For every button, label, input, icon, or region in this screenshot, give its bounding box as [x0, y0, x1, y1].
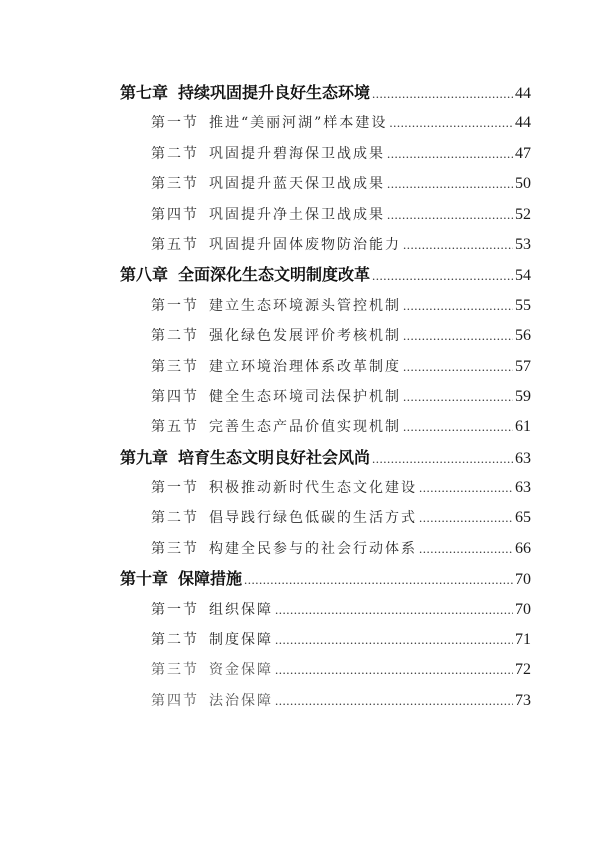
entry-page-number: 71	[515, 631, 531, 649]
entry-number: 第一节	[151, 115, 199, 132]
dot-leader	[403, 291, 513, 321]
entry-page-number: 66	[515, 539, 531, 557]
dot-leader	[403, 321, 513, 351]
entry-number: 第二节	[151, 632, 199, 649]
entry-number: 第一节	[151, 480, 199, 497]
dot-leader	[275, 595, 513, 625]
entry-page-number: 59	[515, 387, 531, 405]
entry-title: 保障措施	[178, 569, 243, 589]
entry-title: 推进“美丽河湖”样本建设	[209, 115, 388, 132]
entry-number: 第八章	[120, 265, 169, 285]
entry-title: 巩固提升蓝天保卫战成果	[209, 176, 385, 193]
table-of-contents	[120, 78, 531, 716]
entry-number: 第九章	[120, 447, 169, 467]
toc-section-entry[interactable]	[120, 382, 531, 412]
toc-section-entry[interactable]	[120, 625, 531, 655]
dot-leader	[372, 79, 513, 109]
dot-leader	[403, 230, 513, 260]
dot-leader	[403, 382, 513, 412]
entry-page-number: 57	[515, 357, 531, 375]
entry-number: 第三节	[151, 540, 199, 557]
dot-leader	[387, 200, 513, 230]
dot-leader	[403, 352, 513, 382]
entry-title: 组织保障	[209, 601, 273, 618]
toc-section-entry[interactable]	[120, 321, 531, 351]
entry-title: 完善生态产品价值实现机制	[209, 419, 401, 436]
entry-page-number: 72	[515, 661, 531, 679]
entry-number: 第一节	[151, 601, 199, 618]
entry-title: 巩固提升碧海保卫战成果	[209, 145, 385, 162]
entry-title: 法治保障	[209, 692, 273, 709]
entry-page-number: 44	[515, 85, 531, 102]
entry-title: 积极推动新时代生态文化建设	[209, 480, 417, 497]
toc-chapter-entry[interactable]	[120, 443, 531, 473]
entry-page-number: 65	[515, 509, 531, 527]
dot-leader	[275, 625, 513, 655]
entry-number: 第三节	[151, 662, 199, 679]
entry-title: 建立环境治理体系改革制度	[209, 358, 401, 375]
entry-title: 健全生态环境司法保护机制	[209, 388, 401, 405]
dot-leader	[389, 108, 513, 138]
entry-title: 持续巩固提升良好生态环境	[178, 83, 371, 102]
dot-leader	[419, 473, 513, 503]
entry-number: 第五节	[151, 236, 199, 253]
toc-section-entry[interactable]	[120, 139, 531, 169]
entry-page-number: 50	[515, 175, 531, 193]
toc-section-entry[interactable]	[120, 595, 531, 625]
entry-page-number: 70	[515, 600, 531, 618]
entry-page-number: 53	[515, 235, 531, 253]
entry-number: 第二节	[151, 145, 199, 162]
dot-leader	[275, 655, 513, 685]
dot-leader	[403, 412, 513, 442]
entry-page-number: 47	[515, 144, 531, 162]
entry-number: 第四节	[151, 388, 199, 405]
toc-chapter-entry[interactable]	[120, 78, 531, 108]
toc-section-entry[interactable]	[120, 686, 531, 716]
toc-section-entry[interactable]	[120, 473, 531, 503]
entry-number: 第二节	[151, 510, 199, 527]
toc-section-entry[interactable]	[120, 169, 531, 199]
toc-section-entry[interactable]	[120, 352, 531, 382]
toc-chapter-entry[interactable]	[120, 564, 531, 594]
toc-section-entry[interactable]	[120, 291, 531, 321]
dot-leader	[387, 139, 513, 169]
entry-page-number: 61	[515, 418, 531, 436]
entry-title: 强化绿色发展评价考核机制	[209, 328, 401, 345]
dot-leader	[244, 565, 513, 595]
toc-chapter-entry[interactable]	[120, 260, 531, 290]
entry-title: 巩固提升固体废物防治能力	[209, 236, 401, 253]
dot-leader	[387, 169, 513, 199]
entry-page-number: 52	[515, 205, 531, 223]
toc-section-entry[interactable]	[120, 230, 531, 260]
entry-number: 第五节	[151, 419, 199, 436]
entry-title: 构建全民参与的社会行动体系	[209, 540, 417, 557]
toc-section-entry[interactable]	[120, 200, 531, 230]
entry-number: 第四节	[151, 692, 199, 709]
entry-page-number: 73	[515, 691, 531, 709]
entry-page-number: 63	[515, 479, 531, 497]
entry-page-number: 44	[515, 114, 531, 132]
entry-page-number: 54	[515, 267, 531, 285]
entry-number: 第七章	[120, 83, 169, 102]
dot-leader	[372, 261, 513, 291]
entry-title: 制度保障	[209, 632, 273, 649]
toc-section-entry[interactable]	[120, 534, 531, 564]
toc-section-entry[interactable]	[120, 503, 531, 533]
entry-title: 巩固提升净土保卫战成果	[209, 206, 385, 223]
entry-page-number: 63	[515, 449, 531, 467]
dot-leader	[275, 686, 513, 716]
entry-title: 倡导践行绿色低碳的生活方式	[209, 510, 417, 527]
entry-title: 资金保障	[209, 662, 273, 679]
entry-number: 第四节	[151, 206, 199, 223]
entry-number: 第十章	[120, 569, 169, 589]
toc-section-entry[interactable]	[120, 108, 531, 138]
toc-section-entry[interactable]	[120, 655, 531, 685]
entry-number: 第一节	[151, 297, 199, 314]
dot-leader	[419, 503, 513, 533]
entry-number: 第三节	[151, 358, 199, 375]
entry-page-number: 70	[515, 571, 531, 589]
toc-section-entry[interactable]	[120, 412, 531, 442]
dot-leader	[419, 534, 513, 564]
entry-title: 培育生态文明良好社会风尚	[178, 447, 371, 467]
entry-page-number: 55	[515, 296, 531, 314]
entry-page-number: 56	[515, 327, 531, 345]
entry-title: 建立生态环境源头管控机制	[209, 297, 401, 314]
entry-title: 全面深化生态文明制度改革	[178, 265, 371, 285]
entry-number: 第二节	[151, 328, 199, 345]
entry-number: 第三节	[151, 176, 199, 193]
dot-leader	[372, 444, 513, 474]
